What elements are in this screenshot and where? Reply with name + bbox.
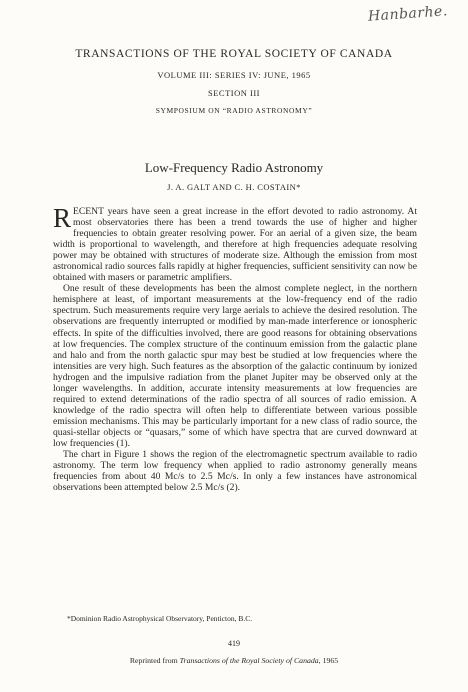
volume-line: VOLUME III: SERIES IV: JUNE, 1965	[157, 70, 311, 80]
reprint-year: , 1965	[318, 656, 339, 665]
reprint-journal: Transactions of the Royal Society of Canada	[179, 656, 319, 665]
section-line: SECTION III	[207, 88, 260, 98]
drop-cap: R	[53, 203, 72, 233]
symposium-line: SYMPOSIUM ON “RADIO ASTRONOMY”	[155, 106, 313, 115]
article-title: Low-Frequency Radio Astronomy	[144, 160, 324, 175]
paragraph-3: The chart in Figure 1 shows the region of the electromagnetic spectrum available to radio astronomy. The term low frequency when applied to radio astronomy generally means frequencies from about 40 Mc/s to 2.5 Mc/s. In only a few instances have astronomical observations been attempted below 2.5 Mc/s (2).	[53, 449, 417, 494]
article-body	[53, 203, 417, 494]
author-footnote: *Dominion Radio Astrophysical Observatory, Penticton, B.C.	[67, 614, 253, 623]
paragraph-1	[53, 203, 417, 284]
paragraph-1-text: ECENT years have seen a great increase in the effort devoted to radio astronomy. At most observatories there has been a trend towards the use of higher and higher frequencies to obtain greater resolving power. For an aerial of a given size, the beam width is proportional to wavelength, and therefore at high frequencies adequate resolving power may be obtained with structures of moderate size. Although the emission from most astronomical radio sources falls rapidly at higher frequencies, sufficient sensitivity can now be obtained with masers or parametric amplifiers.	[53, 206, 417, 284]
page-number: 419	[228, 639, 240, 648]
handwritten-note: Hanbarhe.	[367, 3, 449, 25]
reprint-prefix: Reprinted from	[129, 656, 178, 665]
journal-name: TRANSACTIONS OF THE ROYAL SOCIETY OF CANADA	[75, 48, 393, 60]
paragraph-2: One result of these developments has been the almost complete neglect, in the northern hemisphere at least, of important measurements at the low-frequency end of the radio spectrum. Such measurements require very large aerials to achieve the desired resolution. The observations are frequently interrupted or modified by man-made interference or ionospheric effects. In spite of the difficulties involved, there are good reasons for obtaining observations at low frequencies. The complex structure of the continuum emission from the galactic plane and halo and from the north galactic spur may best be studied at low frequencies where the intensities are very high. Such features as the absorption of the galactic continuum by ionized hydrogen and the impulsive radiation from the planet Jupiter may be observed only at the longer wavelengths. In addition, accurate intensity measurements at low frequencies are required to extend determinations of the radio spectra of all sources of radio emission. A knowledge of the radio spectra will often help to differentiate between various possible emission mechanisms. This may be particularly important for a new class of radio source, the quasi-stellar objects or “quasars,” some of which have spectra that are curved downward at low frequencies (1).	[53, 283, 417, 449]
reprint-notice	[0, 656, 468, 665]
article-authors: J. A. GALT AND C. H. COSTAIN*	[167, 182, 301, 192]
